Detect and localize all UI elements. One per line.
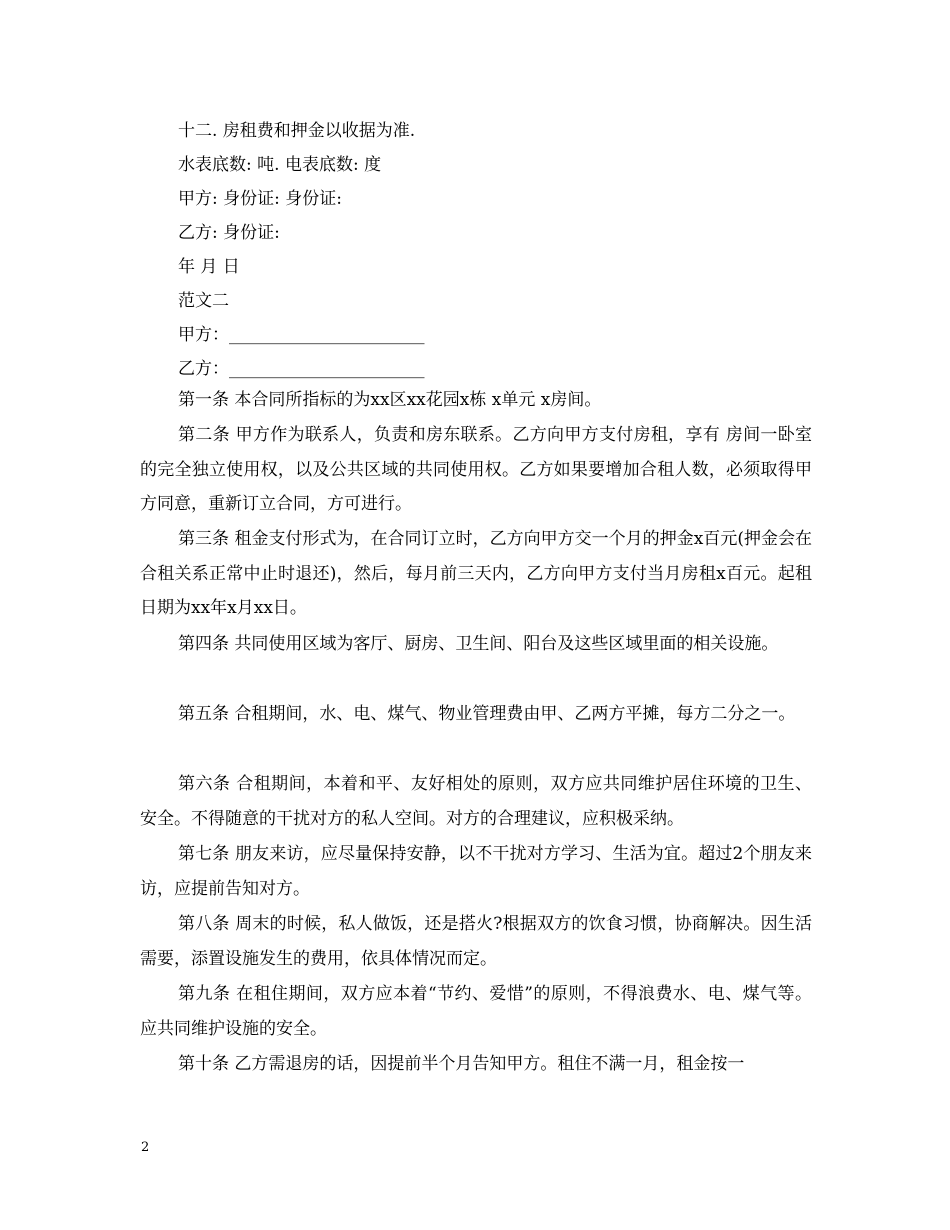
article-one: 第一条 本合同所指标的为xx区xx花园x栋 x单元 x房间。 (178, 390, 602, 410)
article-eight: 第八条 周末的时候，私人做饭，还是搭火?根据双方的饮食习惯，协商解决。因生活需要，添置设施发生的费用，依具体情况而定。 (140, 914, 812, 969)
meter-readings-line: 水表底数: 吨. 电表底数: 度 (178, 155, 382, 175)
sample-two-heading: 范文二 (178, 291, 229, 311)
party-a-id-line: 甲方: 身份证: 身份证: (178, 189, 342, 209)
party-b-id-line: 乙方: 身份证: (178, 223, 280, 243)
article-five: 第五条 合租期间，水、电、煤气、物业管理费由甲、乙两方平摊，每方二分之一。 (178, 704, 796, 724)
article-six: 第六条 合租期间，本着和平、友好相处的原则，双方应共同维护居住环境的卫生、安全。不得随意的干扰对方的私人空间。对方的合理建议，应积极采纳。 (140, 774, 812, 829)
article-ten: 第十条 乙方需退房的话，因提前半个月告知甲方。租住不满一月，租金按一 (178, 1054, 745, 1074)
article-two: 第二条 甲方作为联系人，负责和房东联系。乙方向甲方支付房租，享有 房间一卧室的完全独立使用权，以及公共区域的共同使用权。乙方如果要增加合租人数，必须取得甲方同意，重新订立合同，方可进行。 (140, 425, 812, 515)
party-a-blank-line: 甲方：_______________________ (178, 325, 425, 345)
article-four: 第四条 共同使用区域为客厅、厨房、卫生间、阳台及这些区域里面的相关设施。 (178, 634, 779, 654)
party-b-blank-line: 乙方：_______________________ (178, 359, 425, 379)
date-line: 年 月 日 (178, 257, 240, 277)
page-number: 2 (141, 1140, 150, 1155)
article-three: 第三条 租金支付形式为，在合同订立时，乙方向甲方交一个月的押金x百元(押金会在合租关系正常中止时退还)，然后，每月前三天内，乙方向甲方支付当月房租x百元。起租日期为xx年x月xx日。 (140, 529, 812, 619)
article-nine: 第九条 在租住期间，双方应本着“节约、爱惜”的原则，不得浪费水、电、煤气等。应共同维护设施的安全。 (140, 984, 812, 1039)
article-seven: 第七条 朋友来访，应尽量保持安静，以不干扰对方学习、生活为宜。超过2个朋友来访，应提前告知对方。 (140, 844, 812, 899)
clause-twelve-line: 十二. 房租费和押金以收据为准. (178, 121, 416, 141)
